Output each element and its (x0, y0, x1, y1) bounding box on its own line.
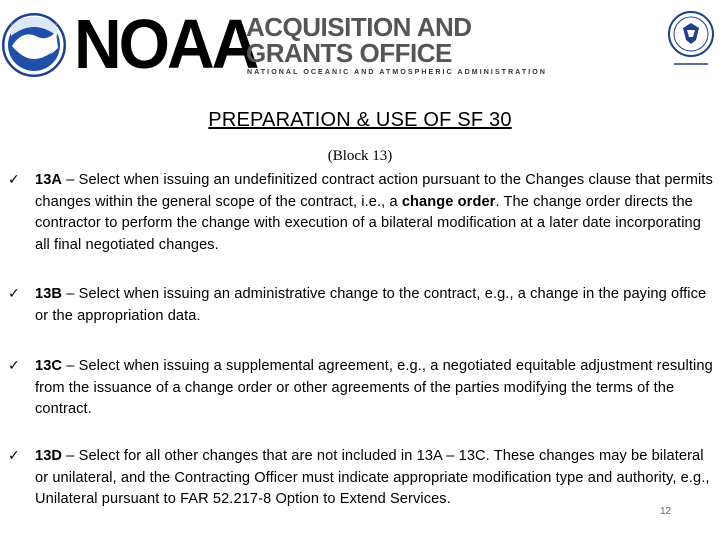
item-text (35, 446, 717, 511)
agency-title-line2: GRANTS OFFICE (246, 38, 452, 68)
department-of-commerce-seal-icon (666, 4, 716, 72)
item-description: – Select for all other changes that are not included in 13A – 13C. These changes may be bilateral or unilateral, and the Contracting Officer must indicate appropriate modification type and authority, e.g., Unilateral pursuant to FAR 52.217-8 Option to Extend Services. (35, 448, 710, 507)
agency-subtitle: NATIONAL OCEANIC AND ATMOSPHERIC ADMINISTRATION (247, 69, 548, 76)
item-description: – Select when issuing a supplemental agreement, e.g., a negotiated equitable adjustment resulting from the issuance of a change order or other agreements of the parties modifying the terms of the contract. (35, 358, 713, 417)
item-code: 13B (35, 286, 63, 302)
item-text (35, 284, 717, 327)
noaa-seal-icon (2, 6, 66, 84)
item-description: – Select when issuing an undefinitized contract action pursuant to the Changes clause that permits changes within the general scope of the contract, i.e., a (35, 172, 713, 210)
item-emphasis: change order (401, 193, 496, 210)
checkmark-icon: ✓ (8, 172, 20, 188)
page-number: 12 (660, 506, 672, 517)
noaa-wordmark: NOAA (74, 5, 257, 83)
item-code: 13C (35, 358, 63, 374)
item-code: 13D (35, 448, 63, 464)
agency-title-line1: ACQUISITION AND (246, 12, 472, 42)
header-banner (0, 0, 720, 96)
slide-title: PREPARATION & USE OF SF 30 (208, 109, 512, 131)
checkmark-icon: ✓ (8, 286, 20, 302)
slide-subtitle (0, 148, 720, 165)
block-number: (Block 13) (327, 148, 393, 164)
item-text (35, 170, 717, 256)
checkmark-icon: ✓ (8, 448, 20, 464)
item-code: 13A (35, 172, 63, 188)
item-description: – Select when issuing an administrative change to the contract, e.g., a change in the paying office or the appropriation data. (35, 286, 707, 324)
item-description-cont: . The change order directs the contractor to perform the change with execution of a bilateral modification at a later date incorporating all final negotiated changes. (35, 193, 701, 253)
checkmark-icon: ✓ (8, 358, 20, 374)
item-text (35, 356, 717, 421)
